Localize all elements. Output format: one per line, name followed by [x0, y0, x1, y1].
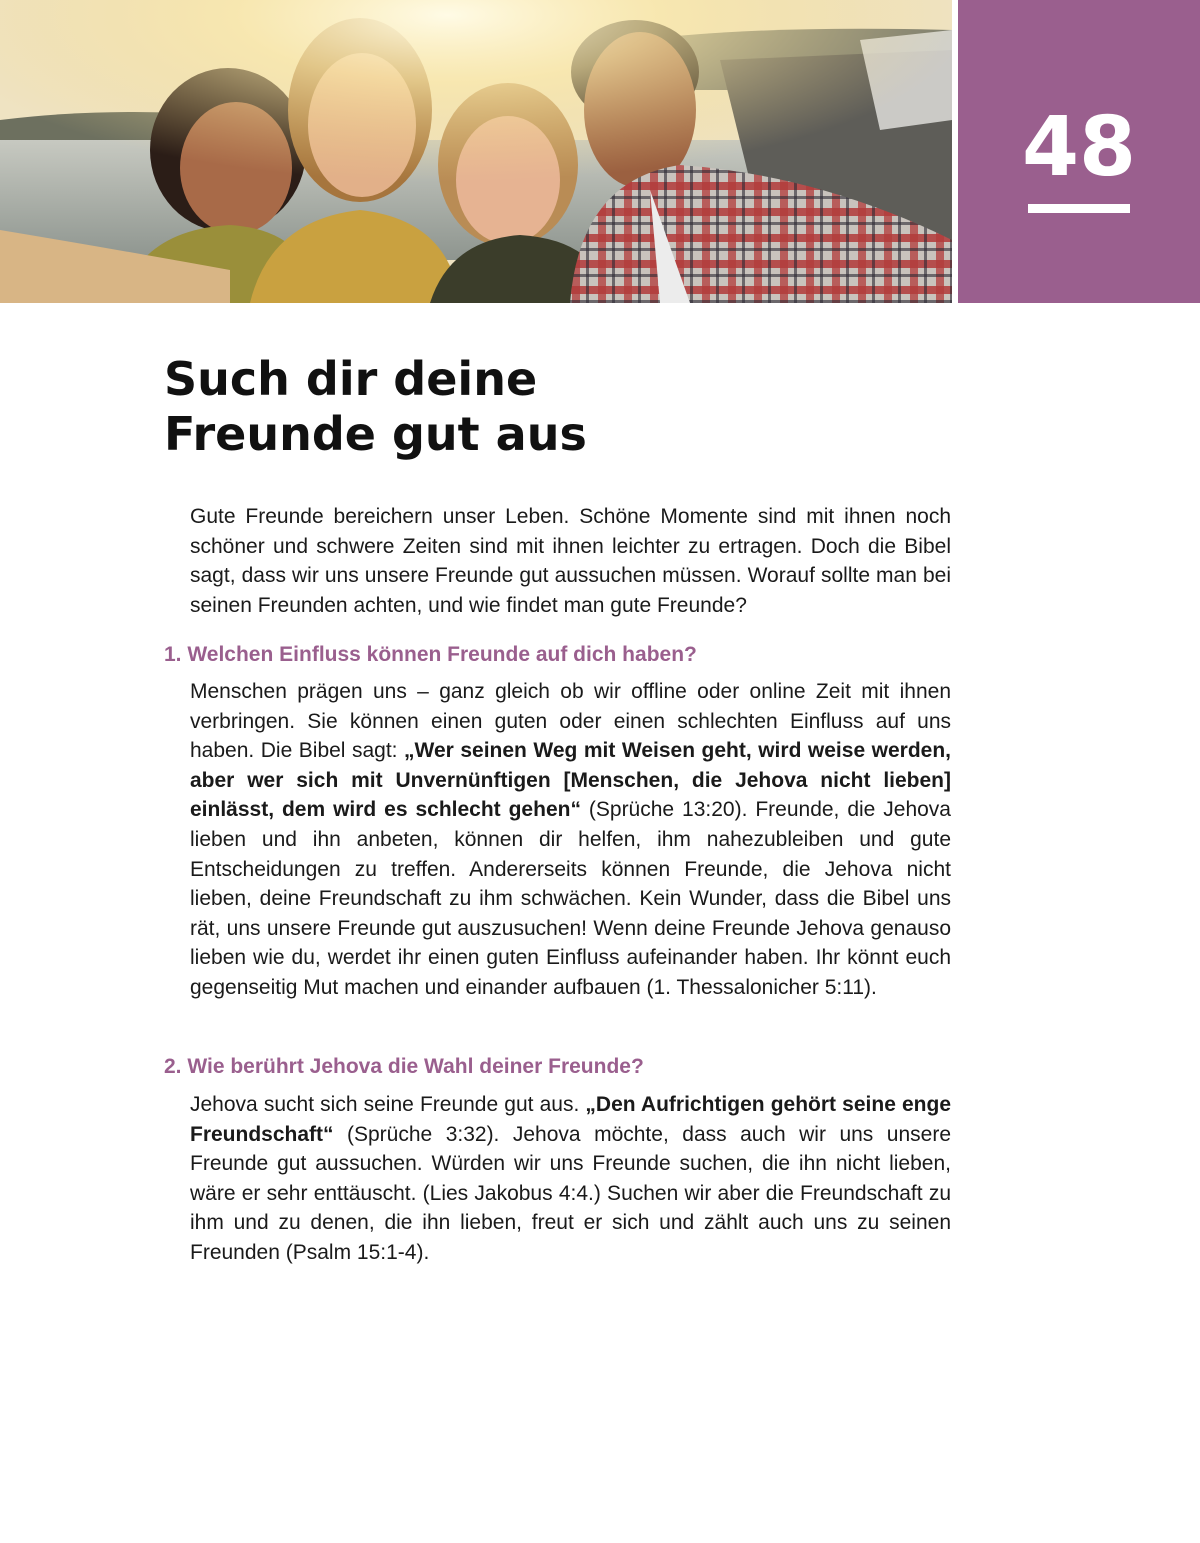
section-paragraph-2 [190, 1090, 951, 1268]
section-2-bible-quote: „Den Aufrichtigen gehört seine enge Freundschaft“ [190, 1093, 952, 1146]
section-1-bible-quote: „Wer seinen Weg mit Weisen geht, wird weise werden, aber wer sich mit Unvernünftigen [Menschen, die Jehova nicht lieben] einlässt, dem wird es schlecht gehen“ [190, 739, 951, 822]
section-1-text-after: (Sprüche 13:20). Freunde, die Jehova lieben und ihn anbeten, können dir helfen, ihm nahezubleiben und gute Entscheidungen zu treffen. Andererseits können Freunde, die Jehova nicht lieben, deine Freundschaft zu ihm schwächen. Kein Wunder, dass die Bibel uns rät, uns unsere Freunde gut auszusuchen! Wenn deine Freunde Jehova genauso lieben wie du, werdet ihr einen guten Einfluss aufeinander haben. Ihr könnt euch gegenseitig Mut machen und einander aufbauen (1. Thessalonicher 5:11). [190, 798, 951, 999]
page-title [164, 352, 864, 462]
section-paragraph-1 [190, 677, 951, 1003]
lesson-number-underline [1028, 204, 1130, 213]
page-title-line-1: Such dir deine [164, 352, 538, 406]
friends-selfie-illustration [0, 0, 952, 303]
page-title-line-2: Freunde gut aus [164, 407, 587, 461]
section-heading-1: 1. Welchen Einfluss können Freunde auf dich haben? [164, 643, 697, 666]
section-2-text-after: (Sprüche 3:32). Jehova möchte, dass auch wir uns unsere Freunde gut aussuchen. Würden wir uns Freunde suchen, die ihn nicht lieben, wäre er sehr enttäuscht. (Lies Jakobus 4:4.) Suchen wir aber die Freundschaft zu ihm und zu denen, die ihn lieben, freut er sich und zählt auch uns zu seinen Freunden (Psalm 15:1-4). [190, 1122, 951, 1264]
section-1-text-before: Menschen prägen uns – ganz gleich ob wir offline oder online Zeit mit ihnen verbringen. Sie können einen guten oder einen schlechten Einfluss auf uns haben. Die Bibel sagt: [190, 680, 951, 763]
section-2-text-before: Jehova sucht sich seine Freunde gut aus. [190, 1093, 586, 1116]
lesson-number: 48 [1021, 100, 1137, 195]
lesson-number-badge [958, 0, 1200, 303]
section-heading-2: 2. Wie berührt Jehova die Wahl deiner Freunde? [164, 1055, 644, 1078]
hero-photo [0, 0, 952, 303]
intro-paragraph: Gute Freunde bereichern unser Leben. Schöne Momente sind mit ihnen noch schöner und schwere Zeiten sind mit ihnen leichter zu ertragen. Doch die Bibel sagt, dass wir uns unsere Freunde gut aussuchen müssen. Worauf sollte man bei seinen Freunden achten, und wie findet man gute Freunde? [190, 505, 951, 617]
